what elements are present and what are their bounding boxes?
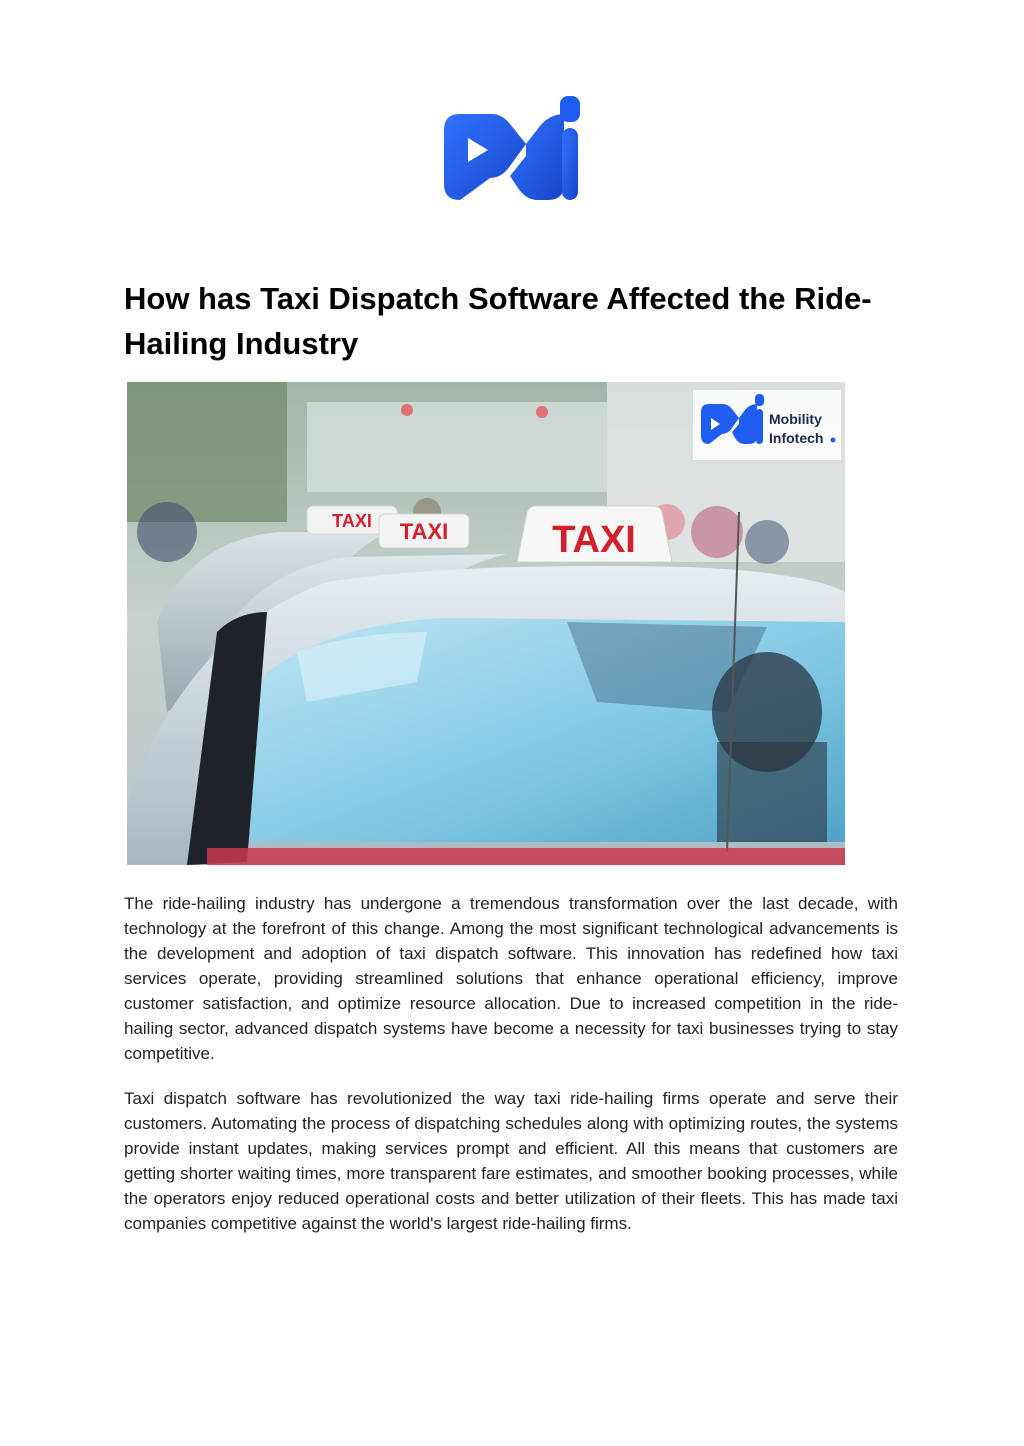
hero-brand-line-1: Mobility <box>769 411 822 427</box>
svg-text:TAXI: TAXI <box>399 519 449 544</box>
svg-text:TAXI: TAXI <box>552 519 636 561</box>
brand-logo-icon <box>440 96 582 204</box>
paragraph-intro: The ride-hailing industry has undergone a tremendous transformation over the last decade, with technology at the forefront of this change. Among the most significant technological advancements is the development and adoption of taxi dispatch software. This innovation has redefined how taxi services operate, providing streamlined solutions that enhance operational efficiency, improve customer satisfaction, and optimize resource allocation. Due to increased competition in the ride-hailing sector, advanced dispatch systems have become a necessity for taxi businesses trying to stay competitive. <box>124 894 898 1063</box>
svg-text:TAXI: TAXI <box>332 511 372 531</box>
taxi-sign-main <box>517 506 672 562</box>
page-title: How has Taxi Dispatch Software Affected the Ride-Hailing Industry <box>124 281 872 361</box>
hero-brand-watermark <box>693 390 841 460</box>
taxi-sign-middle <box>379 514 469 548</box>
paragraph-benefits: Taxi dispatch software has revolutionized the way taxi ride-hailing firms operate and serve their customers. Automating the process of dispatching schedules along with optimizing routes, the systems provide instant updates, making services prompt and efficient. All this means that customers are getting shorter waiting times, more transparent fare estimates, and smoother booking processes, while the operators enjoy reduced operational costs and better utilization of their fleets. This has made taxi companies competitive against the world's largest ride-hailing firms. <box>124 1089 898 1233</box>
hero-image <box>127 382 845 865</box>
hero-brand-line-2: Infotech <box>769 430 824 446</box>
brand-logo <box>440 96 582 204</box>
